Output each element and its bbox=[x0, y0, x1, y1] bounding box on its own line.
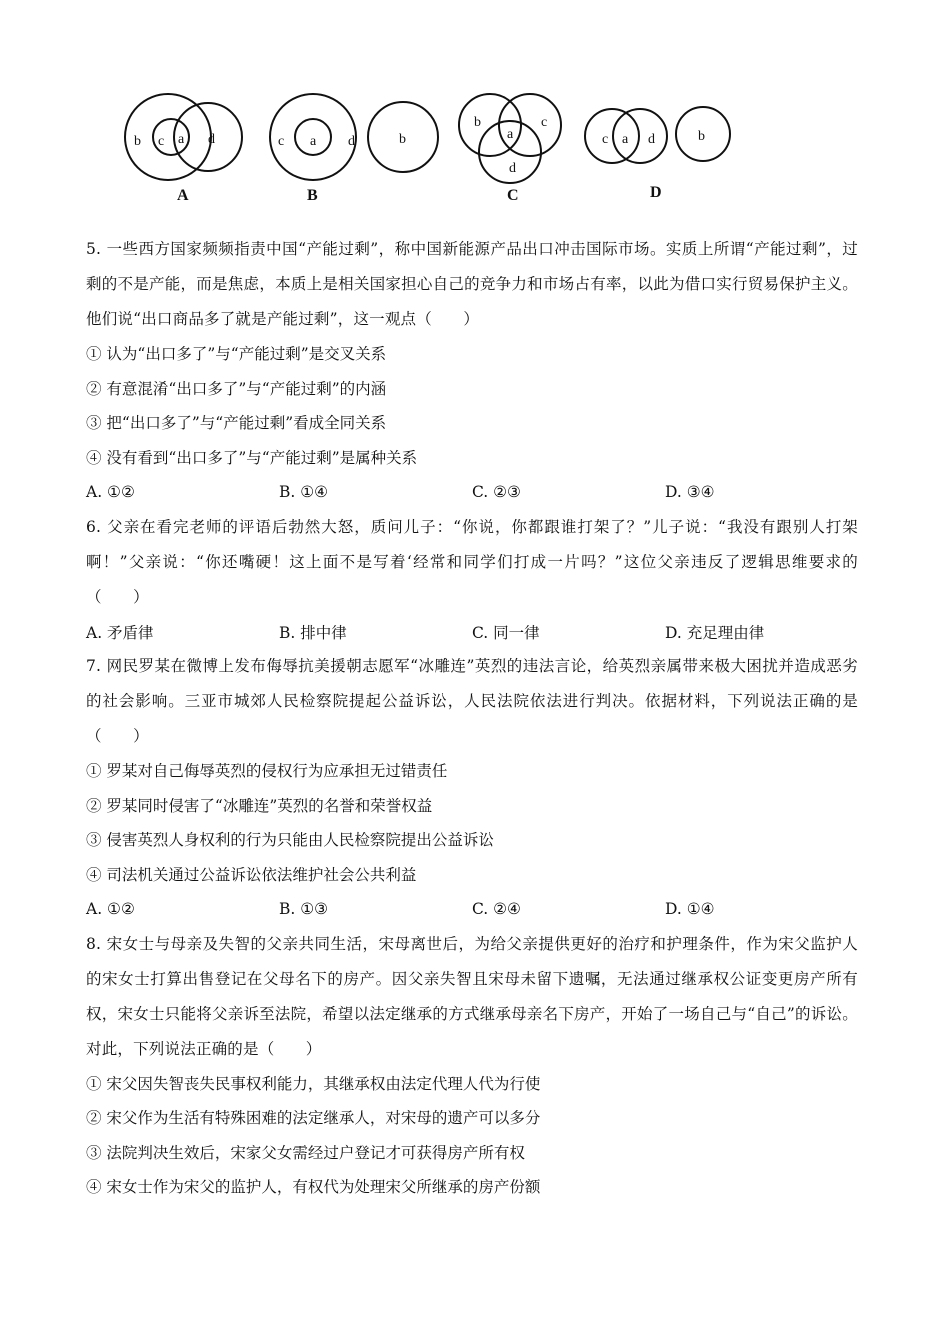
diagram-d-label-a: a bbox=[622, 132, 629, 147]
diagram-c-label-d: d bbox=[509, 161, 516, 176]
venn-diagrams bbox=[118, 92, 758, 210]
option-c: C. 同一律 bbox=[472, 623, 540, 642]
diagram-b-label-a: a bbox=[310, 134, 317, 149]
statement-item: ③ 把“出口多了”与“产能过剩”看成全同关系 bbox=[86, 414, 387, 432]
venn-diagram-row bbox=[118, 92, 758, 210]
option-a: A. ①② bbox=[86, 483, 135, 502]
statement-item: ④ 宋女士作为宋父的监护人，有权代为处理宋父所继承的房产份额 bbox=[86, 1178, 541, 1196]
question-text: 5. 一些西方国家频频指责中国“产能过剩”，称中国新能源产品出口冲击国际市场。实质上所谓“产能过剩”，过剩的不是产能，而是焦虑，本质上是相关国家担心自己的竞争力和市场占有率，以此为借口实行贸易保护主义。他们说“出口商品多了就是产能过剩”，这一观点（ ） bbox=[86, 240, 858, 328]
option-a: A. ①② bbox=[86, 900, 135, 919]
diagram-c-label-b: b bbox=[474, 115, 481, 130]
option-b: B. 排中律 bbox=[279, 623, 347, 642]
diagram-a-caption: A bbox=[177, 187, 189, 204]
answer-options bbox=[86, 475, 858, 510]
statement-item: ② 罗某同时侵害了“冰雕连”英烈的名誉和荣誉权益 bbox=[86, 796, 433, 815]
diagram-a-label-a: a bbox=[178, 132, 185, 147]
question-7 bbox=[86, 649, 858, 927]
option-b: B. ①③ bbox=[279, 900, 329, 919]
diagram-b-label-c: c bbox=[278, 134, 285, 149]
diagram-a-label-b: b bbox=[134, 134, 141, 149]
question-6 bbox=[86, 510, 858, 650]
statement-item: ④ 没有看到“出口多了”与“产能过剩”是属种关系 bbox=[86, 448, 418, 467]
statement-item: ② 宋父作为生活有特殊困难的法定继承人，对宋母的遗产可以多分 bbox=[86, 1109, 541, 1127]
diagram-d-caption: D bbox=[650, 184, 662, 201]
option-a: A. 矛盾律 bbox=[86, 623, 154, 642]
answer-options bbox=[86, 892, 858, 927]
diagram-c-circle-b bbox=[459, 94, 521, 156]
option-d: D. ③④ bbox=[665, 483, 715, 502]
diagram-d-label-c: c bbox=[602, 132, 609, 147]
question-5 bbox=[86, 232, 858, 510]
diagram-c-caption: C bbox=[507, 187, 519, 204]
diagram-b-label-b: b bbox=[399, 132, 406, 147]
question-8 bbox=[86, 927, 858, 1205]
question-list bbox=[86, 232, 858, 1205]
option-c: C. ②③ bbox=[472, 483, 521, 502]
option-b: B. ①④ bbox=[279, 483, 329, 502]
question-text: 8. 宋女士与母亲及失智的父亲共同生活，宋母离世后，为给父亲提供更好的治疗和护理条件，作为宋父监护人的宋女士打算出售登记在父母名下的房产。因父亲失智且宋母未留下遗嘱，无法通过继承权公证变更房产所有权，宋女士只能将父亲诉至法院，希望以法定继承的方式继承母亲名下房产，开始了一场自己与“自己”的诉讼。对此，下列说法正确的是（ ） bbox=[86, 934, 858, 1058]
question-text: 7. 网民罗某在微博上发布侮辱抗美援朝志愿军“冰雕连”英烈的违法言论，给英烈亲属带来极大困扰并造成恶劣的社会影响。三亚市城郊人民检察院提起公益诉讼，人民法院依法进行判决。依据材料，下列说法正确的是（ ） bbox=[86, 657, 858, 745]
diagram-d-label-d: d bbox=[648, 132, 655, 147]
statement-item: ① 宋父因失智丧失民事权利能力，其继承权由法定代理人代为行使 bbox=[86, 1074, 541, 1093]
option-d: D. ①④ bbox=[665, 900, 715, 919]
statement-item: ② 有意混淆“出口多了”与“产能过剩”的内涵 bbox=[86, 379, 387, 398]
statement-item: ① 认为“出口多了”与“产能过剩”是交叉关系 bbox=[86, 345, 387, 363]
diagram-a-label-d: d bbox=[208, 132, 215, 147]
diagram-a-label-c: c bbox=[158, 134, 165, 149]
statement-item: ① 罗某对自己侮辱英烈的侵权行为应承担无过错责任 bbox=[86, 762, 448, 780]
diagram-c-label-c: c bbox=[541, 115, 548, 130]
answer-options bbox=[86, 615, 858, 650]
diagram-d-label-b: b bbox=[698, 129, 705, 144]
option-d: D. 充足理由律 bbox=[665, 623, 765, 642]
question-text: 6. 父亲在看完老师的评语后勃然大怒，质问儿子：“你说，你都跟谁打架了？”儿子说：“我没有跟别人打架啊！”父亲说：“你还嘴硬！这上面不是写着‘经常和同学们打成一片吗？”这位父亲违反了逻辑思维要求的（ ） bbox=[86, 517, 858, 606]
statement-item: ③ 法院判决生效后，宋家父女需经过户登记才可获得房产所有权 bbox=[86, 1143, 525, 1162]
statement-item: ④ 司法机关通过公益诉讼依法维护社会公共利益 bbox=[86, 865, 417, 884]
diagram-b-caption: B bbox=[307, 187, 318, 204]
diagram-b-label-d: d bbox=[348, 134, 355, 149]
diagram-c-circle-c bbox=[499, 94, 561, 156]
option-c: C. ②④ bbox=[472, 900, 521, 919]
diagram-c-label-a: a bbox=[507, 127, 514, 142]
statement-item: ③ 侵害英烈人身权利的行为只能由人民检察院提出公益诉讼 bbox=[86, 831, 494, 849]
